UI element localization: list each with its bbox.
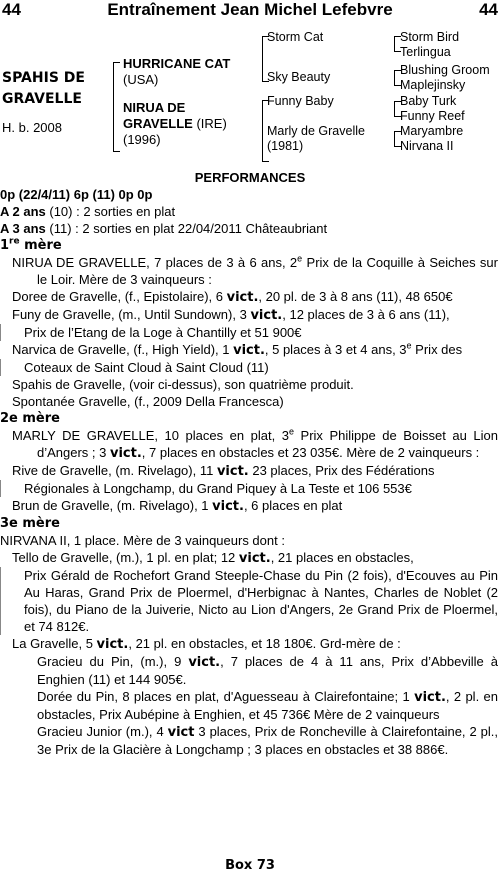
age-2-line: A 2 ans (10) : 2 sorties en plat bbox=[0, 204, 176, 219]
ancestor: Funny Reef bbox=[400, 109, 465, 123]
ancestor: Storm Bird bbox=[400, 30, 460, 44]
page-title: Entraînement Jean Michel Lefebvre bbox=[107, 0, 393, 19]
produce-entry: Brun de Gravelle, (m. Rivelago), 1 vict., 6 places en plat bbox=[12, 498, 343, 514]
horse-description: H. b. 2008 bbox=[2, 120, 62, 135]
grandparent-3: Funny Baby bbox=[267, 94, 334, 108]
age-3-line: A 3 ans (11) : 2 sorties en plat 22/04/2011 Châteaubriant bbox=[0, 221, 328, 236]
produce-entry: Rive de Gravelle, (m. Rivelago), 11 vict. 23 places, Prix des Fédérations bbox=[12, 463, 435, 479]
grandsire-1: Storm Cat bbox=[267, 30, 324, 44]
pedigree-bracket bbox=[113, 62, 120, 152]
produce-entry-detail: Prix Gérald de Rochefort Grand Steeple-Chase du Pin (2 fois), d'Ecouves au Pin Au Haras, Grand Prix de Ploermel, d'Herbignac à Nantes, Charles de Noblet (2 fois), du Piano de la Juiverie, Nicto au Lion d'Angers, 2e Grand Prix de Ploermel, et 74 812€. bbox=[0, 567, 498, 635]
horse-name: SPAHIS DE GRAVELLE bbox=[2, 70, 85, 107]
dam: NIRUA DE GRAVELLE (IRE) (1996) bbox=[123, 100, 227, 147]
ancestor: Maplejinsky bbox=[400, 78, 466, 92]
produce-entry: Narvica de Gravelle, (f., High Yield), 1 vict., 5 places à 3 et 4 ans, 3e Prix des bbox=[12, 340, 463, 358]
produce-entry: Spahis de Gravelle, (voir ci-dessus), son quatrième produit. bbox=[12, 377, 354, 392]
produce-entry-detail: Régionales à Longchamp, du Grand Piquey à La Teste et 106 553€ bbox=[0, 480, 498, 497]
page-header bbox=[0, 0, 500, 22]
produce-entry-detail: Prix de l’Etang de la Loge à Chantilly et 51 900€ bbox=[0, 324, 498, 341]
ancestor: Nirvana II bbox=[400, 139, 454, 153]
grandparent-2: Sky Beauty bbox=[267, 70, 331, 84]
third-dam-text: NIRVANA II, 1 place. Mère de 3 vainqueurs dont : bbox=[0, 533, 285, 548]
second-dam-text: MARLY DE GRAVELLE, 10 places en plat, 3e Prix Philippe de Boisset au Lion d’Angers ; 3 vict., 7 places en obstacles et 23 035€. Mère de 2 vainqueurs : bbox=[12, 426, 498, 461]
second-dam-heading: 2e mère bbox=[0, 411, 60, 426]
grandparent-4: Marly de Gravelle (1981) bbox=[267, 124, 365, 153]
ancestor: Terlingua bbox=[400, 45, 451, 59]
first-dam-text: NIRUA DE GRAVELLE, 7 places de 3 à 6 ans, 2e Prix de la Coquille à Seiches sur le Loir. Mère de 3 vainqueurs : bbox=[12, 253, 498, 287]
grand-produce-entry: Dorée du Pin, 8 places en plat, d'Aguesseau à Clairefontaine; 1 vict., 2 pl. en obstacles, Prix Aubépine à Enghien, et 45 736€ Mère de 2 vainqueurs bbox=[37, 689, 498, 722]
grand-produce-entry: Gracieu Junior (m.), 4 vict 3 places, Prix de Roncheville à Clairefontaine, 2 pl., 3e Prix de la Glacière à Longchamp ; 3 places en obstacles et 38 886€. bbox=[37, 724, 498, 757]
ancestor: Maryambre bbox=[400, 124, 464, 138]
third-dam-heading: 3e mère bbox=[0, 516, 60, 531]
pedigree-table bbox=[0, 28, 500, 168]
produce-entry: Funy de Gravelle, (m., Until Sundown), 3 vict., 12 places de 3 à 6 ans (11), bbox=[12, 307, 450, 323]
produce-entry: Spontanée Gravelle, (f., 2009 Della Francesca) bbox=[12, 394, 284, 409]
produce-entry: Doree de Gravelle, (f., Epistolaire), 6 vict., 20 pl. de 3 à 8 ans (11), 48 650€ bbox=[12, 289, 453, 305]
page-number-right: 44 bbox=[479, 0, 498, 19]
page-number-left: 44 bbox=[2, 0, 21, 19]
form-line: 0p (22/4/11) 6p (11) 0p 0p bbox=[0, 187, 153, 202]
grand-produce-entry: Gracieu du Pin, (m.), 9 vict., 7 places de 4 à 11 ans, Prix d’Abbeville à Enghien (11) et 144 905€. bbox=[37, 654, 498, 687]
produce-entry-detail: Coteaux de Saint Cloud à Saint Cloud (11) bbox=[0, 359, 498, 376]
performances-heading: PERFORMANCES bbox=[194, 170, 306, 185]
performances-body bbox=[0, 186, 498, 758]
page-footer: Box 73 bbox=[225, 858, 275, 873]
first-dam-heading: 1re mère bbox=[0, 236, 62, 253]
produce-entry: Tello de Gravelle, (m.), 1 pl. en plat; 12 vict., 21 places en obstacles, bbox=[12, 550, 414, 566]
produce-entry: La Gravelle, 5 vict., 21 pl. en obstacles, et 18 180€. Grd-mère de : bbox=[12, 636, 401, 652]
sire: HURRICANE CAT (USA) bbox=[123, 56, 231, 87]
ancestor: Baby Turk bbox=[400, 94, 457, 108]
ancestor: Blushing Groom bbox=[400, 63, 490, 77]
